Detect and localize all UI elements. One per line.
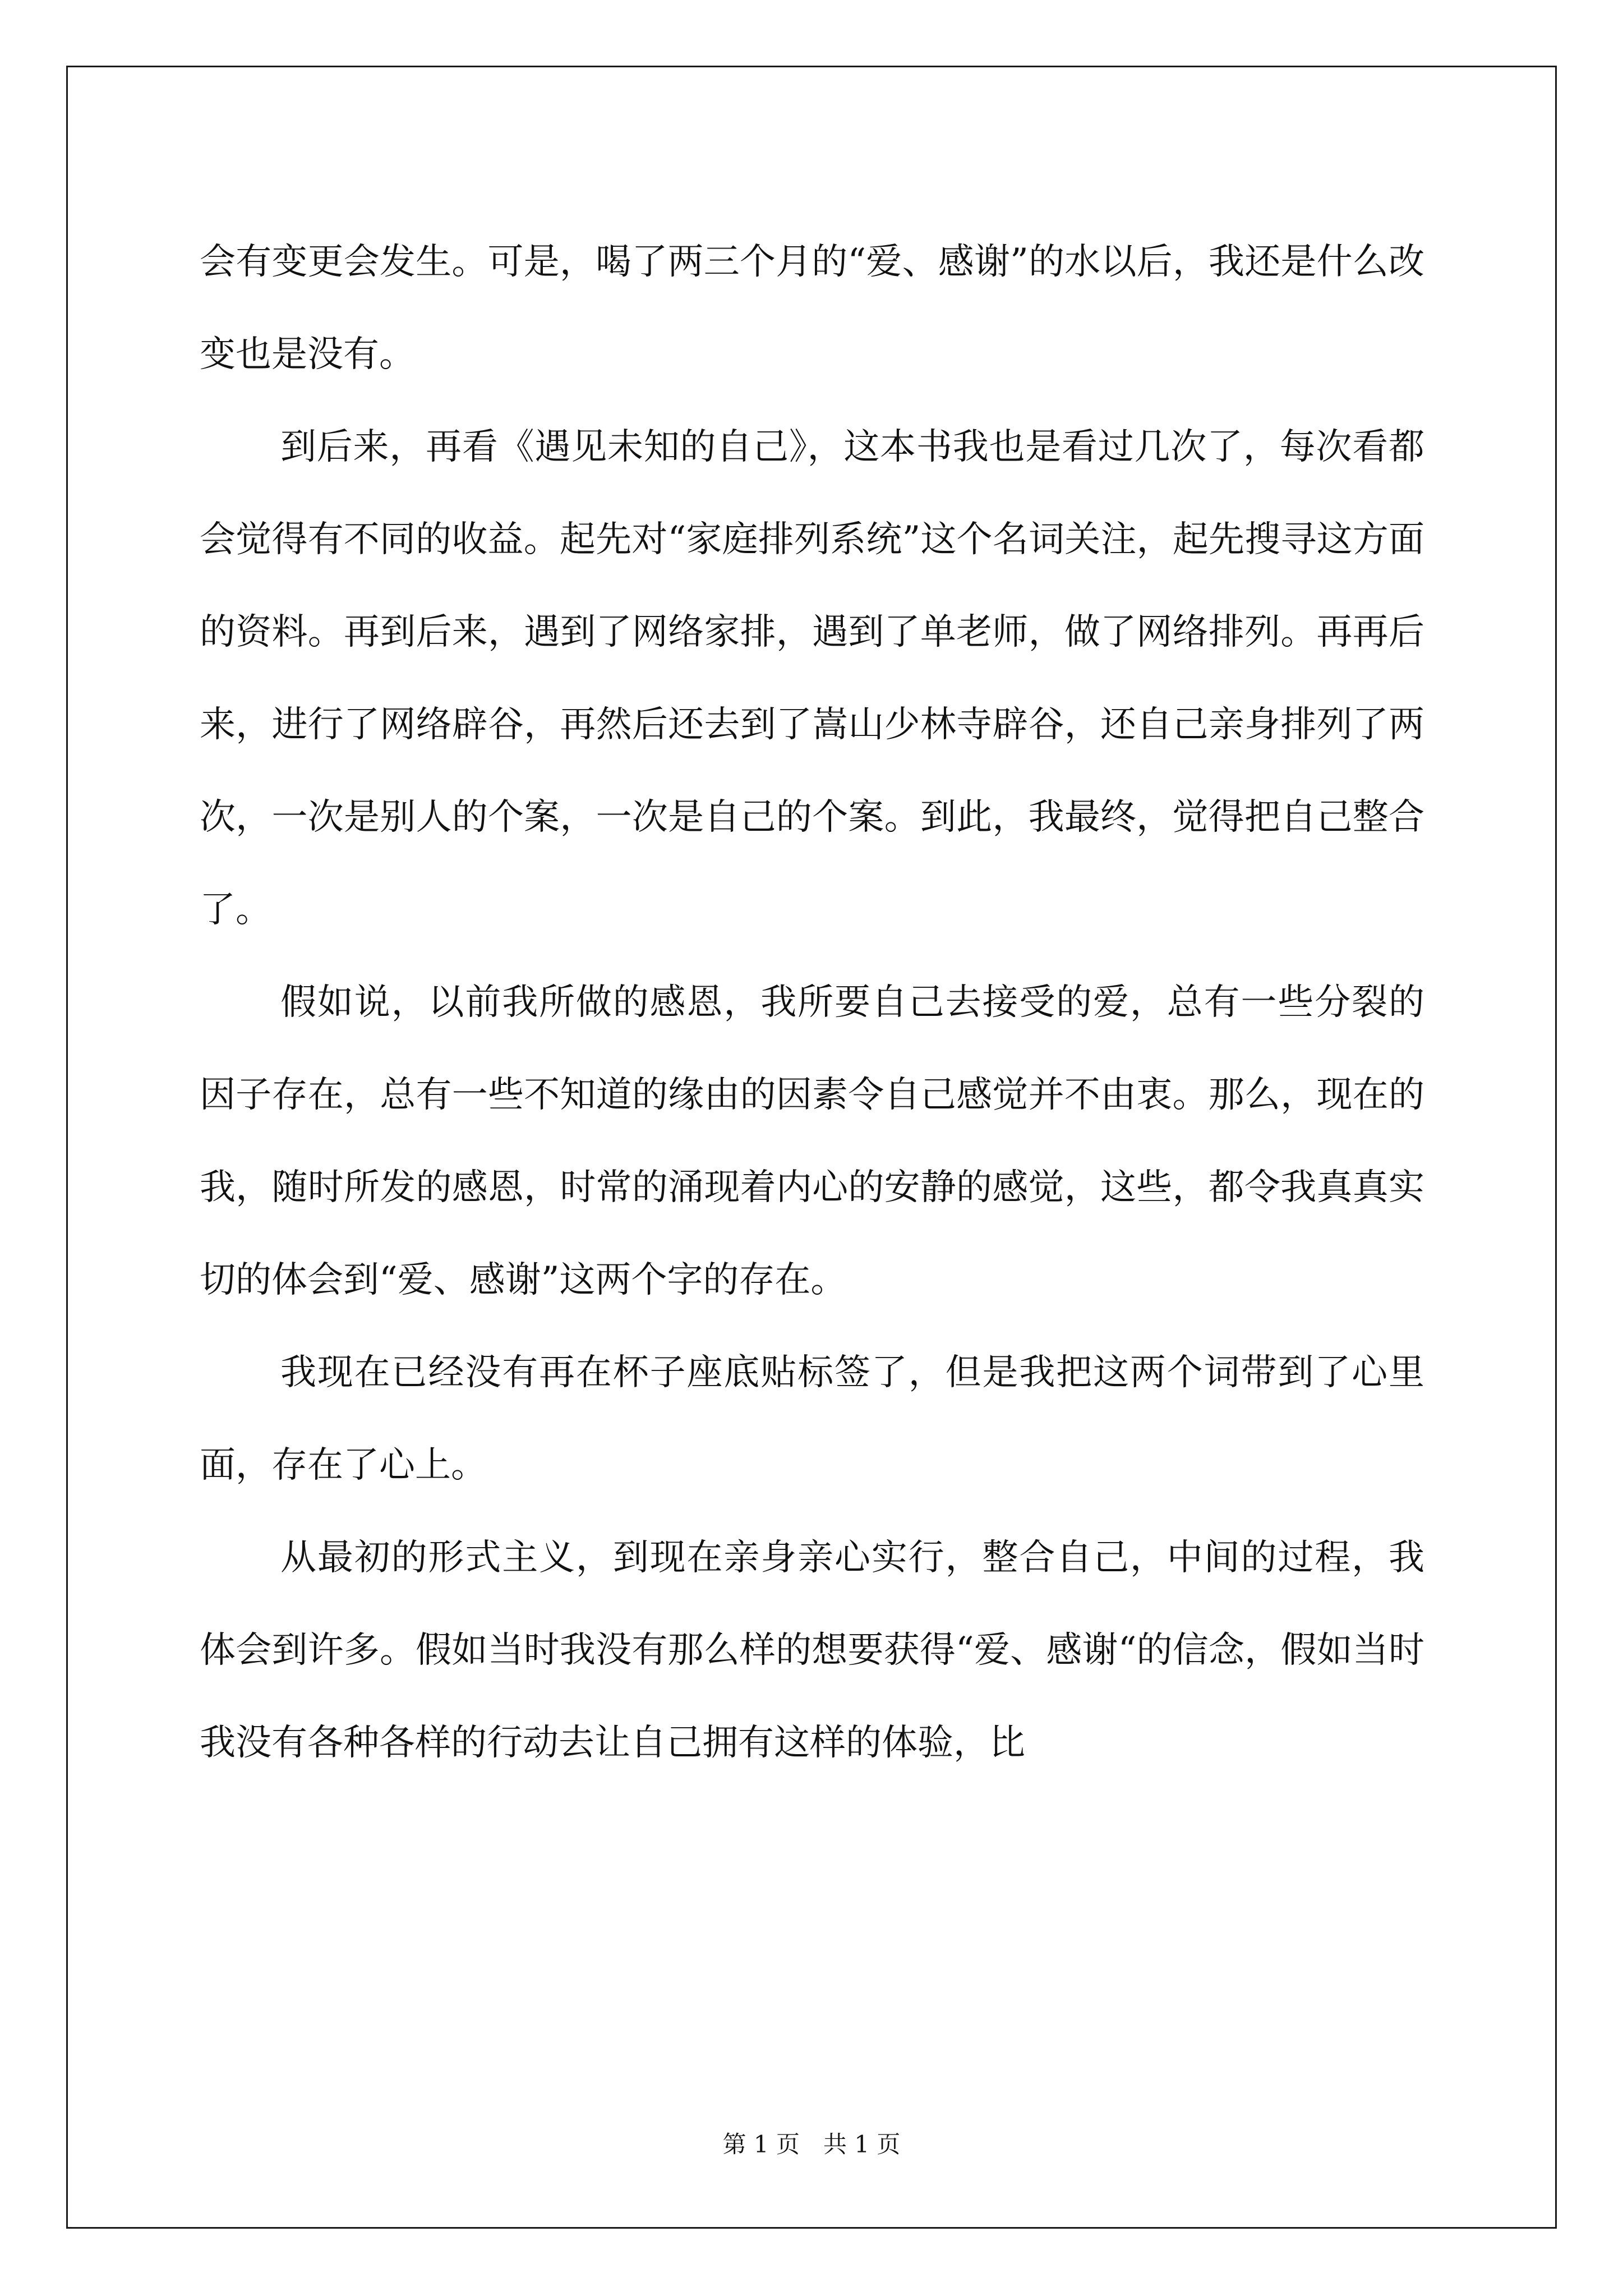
- page-number-footer: 第 1 页 共 1 页: [722, 2131, 901, 2158]
- document-body: [200, 216, 1424, 1789]
- paragraph-5: 从最初的形式主义，到现在亲身亲心实行，整合自己，中间的过程，我体会到许多。假如当时我没有那么样的想要获得“爱、感谢“的信念，假如当时我没有各种各样的行动去让自己拥有这样的体验，比: [200, 1537, 1424, 1764]
- paragraph-4: 我现在已经没有再在杯子座底贴标签了，但是我把这两个词带到了心里面，存在了心上。: [200, 1352, 1424, 1486]
- paragraph-1: 会有变更会发生。可是，喝了两三个月的“爱、感谢”的水以后，我还是什么改变也是没有。: [200, 241, 1424, 375]
- paragraph-2: 到后来，再看《遇见未知的自己》，这本书我也是看过几次了，每次看都会觉得有不同的收益。起先对“家庭排列系统”这个名词关注，起先搜寻这方面的资料。再到后来，遇到了网络家排，遇到了单老师，做了网络排列。再再后来，进行了网络辟谷，再然后还去到了嵩山少林寺辟谷，还自己亲身排列了两次，一次是别人的个案，一次是自己的个案。到此，我最终，觉得把自己整合了。: [200, 426, 1424, 931]
- paragraph-3: 假如说，以前我所做的感恩，我所要自己去接受的爱，总有一些分裂的因子存在，总有一些不知道的缘由的因素令自己感觉并不由衷。那么，现在的我，随时所发的感恩，时常的涌现着内心的安静的感觉，这些，都令我真真实切的体会到“爱、感谢”这两个字的存在。: [200, 982, 1424, 1301]
